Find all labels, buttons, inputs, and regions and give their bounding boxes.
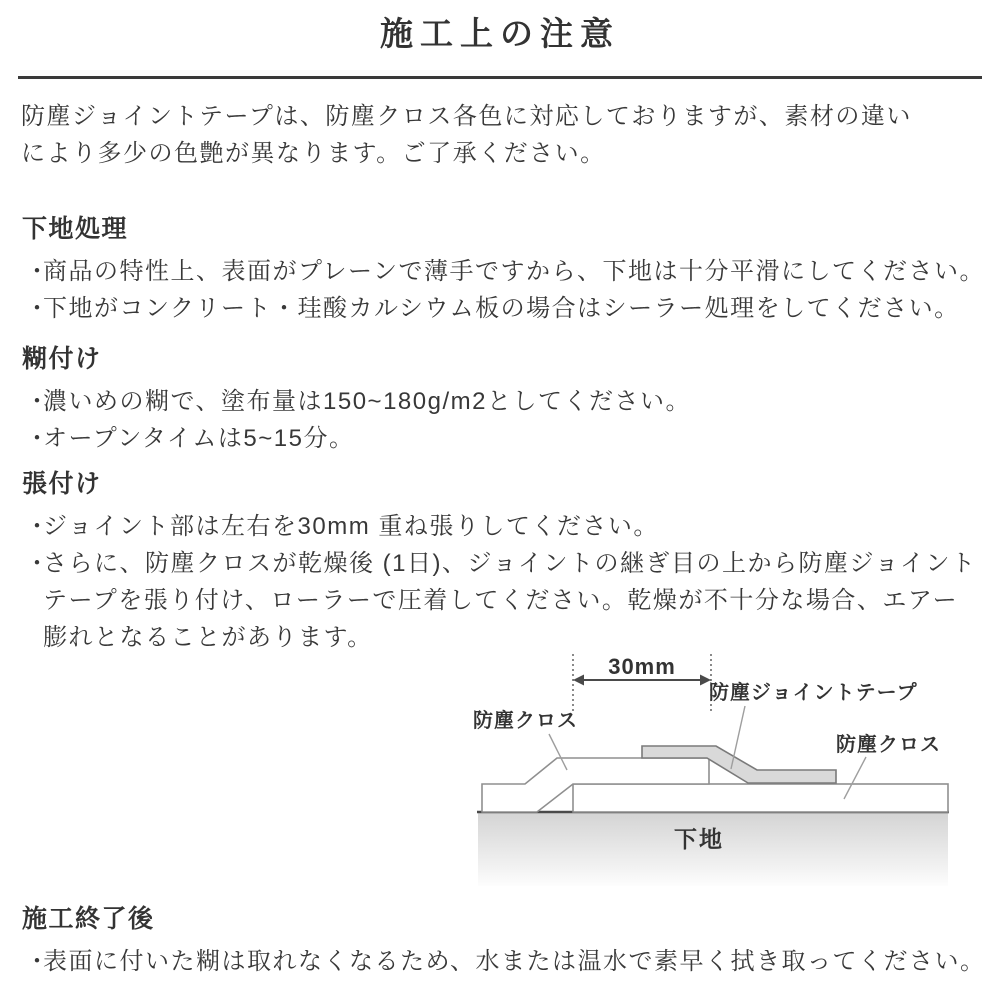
list-item-text	[43, 290, 992, 327]
section	[22, 469, 992, 656]
list-item-text	[43, 253, 992, 290]
list-item-line: さらに、防塵クロスが乾燥後 (1日)、ジョイントの継ぎ目の上から防塵ジョイント	[43, 550, 977, 577]
list-item-text	[43, 383, 992, 420]
list-item-text	[43, 508, 992, 545]
section	[22, 344, 992, 457]
list-item-line: 濃いめの糊で、塗布量は150~180g/m2としてください。	[43, 388, 691, 415]
list-item	[25, 383, 992, 420]
list-item-line: オープンタイムは5~15分。	[43, 425, 355, 452]
joint-tape-diagram	[455, 648, 965, 890]
list-item-line: 膨れとなることがあります。	[43, 624, 373, 651]
bullet-marker: ・	[25, 513, 51, 540]
section-list	[22, 253, 992, 327]
list-item-text	[43, 545, 992, 656]
section-list	[22, 383, 992, 457]
title-divider	[18, 76, 982, 79]
section	[22, 214, 992, 327]
section-heading: 糊付け	[22, 345, 102, 373]
section	[22, 904, 992, 980]
bullet-marker: ・	[25, 550, 51, 577]
list-item-line: 下地がコンクリート・珪酸カルシウム板の場合はシーラー処理をしてください。	[43, 295, 960, 322]
list-item-text	[43, 420, 992, 457]
bullet-marker: ・	[25, 948, 51, 975]
bullet-marker: ・	[25, 258, 51, 285]
section-heading: 下地処理	[22, 215, 129, 243]
label-cloth-right: 防塵クロス	[836, 734, 941, 756]
label-cloth-left: 防塵クロス	[473, 710, 578, 732]
bullet-marker: ・	[25, 425, 51, 452]
bullet-marker: ・	[25, 388, 51, 415]
dimension-label: 30mm	[608, 654, 676, 679]
dimension-arrowhead-left	[573, 675, 584, 686]
page-title: 施工上の注意	[380, 15, 620, 52]
intro-line: により多少の色艶が異なります。ご了承ください。	[21, 140, 606, 167]
section-heading: 張付け	[22, 470, 102, 498]
list-item	[25, 545, 992, 656]
list-item-text	[43, 943, 992, 980]
label-substrate: 下地	[674, 826, 724, 852]
list-item	[25, 253, 992, 290]
bullet-marker: ・	[25, 295, 51, 322]
list-item	[25, 943, 992, 980]
list-item-line: 商品の特性上、表面がプレーンで薄手ですから、下地は十分平滑にしてください。	[43, 258, 986, 285]
section-list	[22, 943, 992, 980]
cloth-right-shape	[573, 784, 948, 812]
list-item	[25, 420, 992, 457]
list-item	[25, 290, 992, 327]
list-item-line: 表面に付いた糊は取れなくなるため、水または温水で素早く拭き取ってください。	[43, 948, 986, 975]
section-heading: 施工終了後	[22, 905, 155, 933]
list-item-line: テープを張り付け、ローラーで圧着してください。乾燥が不十分な場合、エアー	[43, 587, 959, 614]
intro-paragraph	[21, 98, 992, 172]
list-item-line: ジョイント部は左右を30mm 重ね張りしてください。	[43, 513, 659, 540]
intro-line: 防塵ジョイントテープは、防塵クロス各色に対応しておりますが、素材の違い	[21, 103, 912, 130]
label-joint-tape: 防塵ジョイントテープ	[709, 682, 918, 704]
list-item	[25, 508, 992, 545]
section-list	[22, 508, 992, 656]
